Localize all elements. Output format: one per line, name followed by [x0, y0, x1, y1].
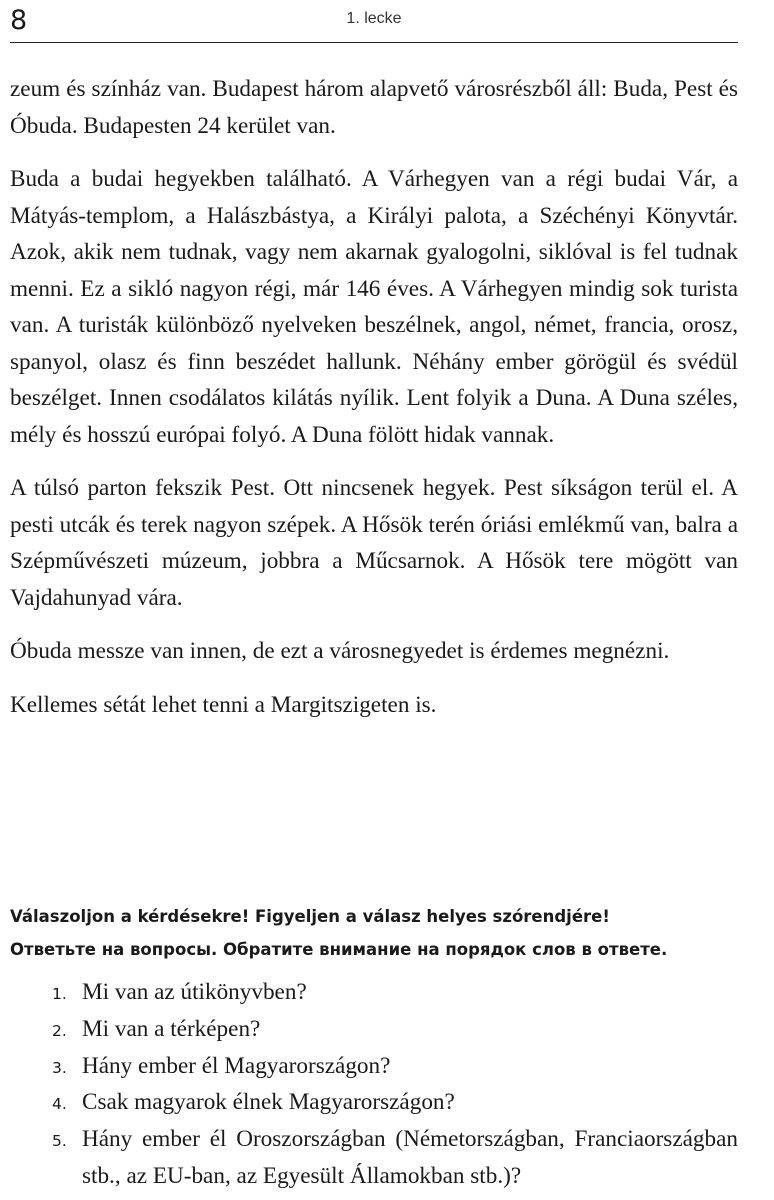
- running-head: 1. lecke: [346, 10, 402, 27]
- instruction-russian: Ответьте на вопросы. Обратите внимание на порядок слов в ответе.: [10, 940, 668, 959]
- question-text: Mi van a térképen?: [82, 1015, 261, 1042]
- question-text: Hány ember él Magyarországon?: [82, 1052, 391, 1079]
- instruction-hungarian: Válaszoljon a kérdésekre! Figyeljen a válasz helyes szórendjére!: [10, 907, 610, 926]
- page-header: [10, 0, 738, 43]
- question-text: Csak magyarok élnek Magyarországon?: [82, 1089, 455, 1116]
- paragraph: A túlsó parton fekszik Pest. Ott nincsenek hegyek. Pest síkságon terül el. A pesti utcák és terek nagyon szépek. A Hősök terén óriási emlékmű van, balra a Szépművészeti múzeum, jobbra a Műcsarnok. A Hősök tere mögött van Vajdahunyad vára.: [10, 475, 738, 611]
- paragraph: Kellemes sétát lehet tenni a Margitszigeten is.: [10, 691, 437, 718]
- question-item: [10, 1121, 738, 1195]
- reading-text: [10, 71, 738, 723]
- question-item: [10, 1084, 738, 1121]
- question-number: 2.: [52, 1021, 67, 1040]
- question-item: [10, 974, 738, 1011]
- question-item: [10, 1011, 738, 1048]
- question-list: [10, 974, 738, 1195]
- question-number: 3.: [52, 1058, 67, 1077]
- question-number: 5.: [52, 1132, 67, 1151]
- exercise-instructions: [10, 900, 738, 966]
- paragraph: Óbuda messze van innen, de ezt a városnegyedet is érdemes megnézni.: [10, 638, 670, 664]
- paragraph: Buda a budai hegyekben található. A Várhegyen van a régi budai Vár, a Mátyás-templom, a Halászbástya, a Királyi palota, a Széchényi Könyvtár. Azok, akik nem tudnak, vagy nem akarnak gyalogolni, siklóval is fel tudnak menni. Ez a sikló nagyon régi, már 146 éves. A Várhegyen mindig sok turista van. A turisták különböző nyelveken beszélnek, angol, német, francia, orosz, spanyol, olasz és finn beszédet hallunk. Néhány ember görögül és svédül beszélget. Innen csodálatos kilátás nyílik. Lent folyik a Duna. A Duna széles, mély és hosszú európai folyó. A Duna fölött hidak vannak.: [10, 166, 738, 448]
- question-text: Hány ember él Oroszországban (Németországban, Franciaországban stb., az EU-ban, az Egyesült Államokban stb.)?: [82, 1126, 738, 1189]
- question-text: Mi van az útikönyvben?: [82, 979, 307, 1005]
- question-number: 4.: [52, 1095, 67, 1114]
- paragraph: zeum és színház van. Budapest három alapvető városrészből áll: Buda, Pest és Óbuda. Budapesten 24 kerület van.: [10, 76, 738, 139]
- question-item: [10, 1048, 738, 1085]
- page-number: 8: [10, 5, 28, 36]
- question-number: 1.: [52, 985, 67, 1003]
